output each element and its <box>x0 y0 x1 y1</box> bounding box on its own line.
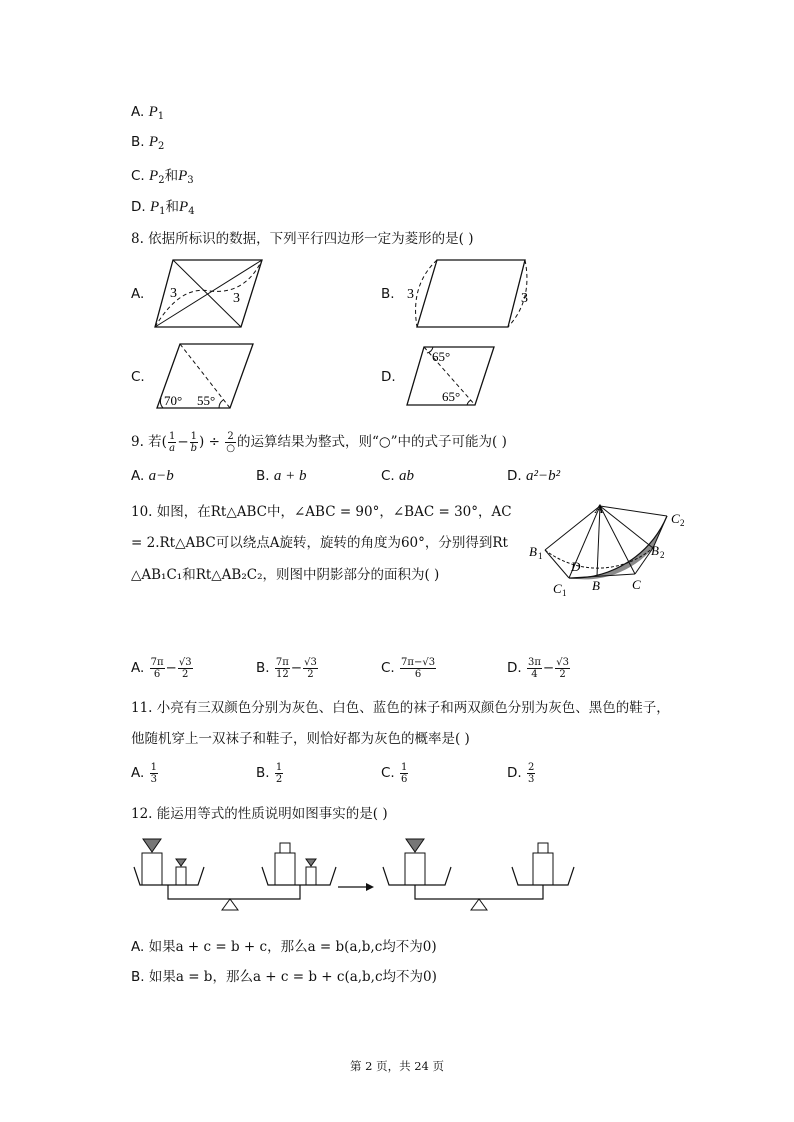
q11-line-1: 11. 小亮有三双颜色分别为灰色、白色、蓝色的袜子和两双颜色分别为灰色、黑色的鞋子， <box>131 700 670 716</box>
q10-line-3: △AB₁C₁和Rt△AB₂C₂，则图中阴影部分的面积为( ) <box>131 567 440 583</box>
q9-option-c: C. ab <box>381 468 415 484</box>
q7-option-d: D. $P_1$和$P_4$ <box>131 199 195 217</box>
q12-option-b: B. 如果a = b，那么a + c = b + c(a,b,c均不为0) <box>131 969 437 985</box>
q10-label-c1-sub: 1 <box>562 588 567 598</box>
q10-option-b: B. $\frac{7\pi}{12}$ − $\frac{√3}{2}$ <box>256 657 317 680</box>
q11-option-b: B. $\frac{1}{2}$ <box>256 762 283 785</box>
q8-figure-b <box>405 255 535 335</box>
q7-option-b: B. $P_2$ <box>131 134 165 152</box>
q11-option-d: D. $\frac{2}{3}$ <box>507 762 535 785</box>
q12-option-a: A. 如果a + c = b + c，那么a = b(a,b,c均不为0) <box>131 939 437 955</box>
q9-option-a: A. a−b <box>131 468 174 484</box>
q10-label-a: A <box>595 501 603 516</box>
q8a-left-length: 3 <box>170 286 177 301</box>
q10-figure <box>525 498 695 598</box>
q10-label-c1: C <box>553 581 562 596</box>
q11-option-c: C. $\frac{1}{6}$ <box>381 762 408 785</box>
q8c-angle-1: 70° <box>164 393 183 408</box>
q10-option-c: C. $\frac{7\pi-√3}{6}$ <box>381 657 436 680</box>
q9-option-d: D. a²−b² <box>507 468 561 484</box>
q10-option-a: A. $\frac{7\pi}{6}$ − $\frac{√3}{2}$ <box>131 657 192 680</box>
q9-stem: 9. 若( $\frac{1}{a}$ − $\frac{1}{b}$ ) ÷ $\frac{2}{○}$ 的运算结果为整式，则“○”中的式子可能为( ) <box>131 431 507 454</box>
q8-stem: 8. 依据所标识的数据，下列平行四边形一定为菱形的是( ) <box>131 231 474 247</box>
q12-balance-figure <box>130 835 580 915</box>
balance-right <box>383 839 574 910</box>
q10-label-d: D <box>571 559 581 574</box>
page-footer: 第 2 页，共 24 页 <box>349 1059 445 1073</box>
q8-figure-a <box>150 255 270 335</box>
q8b-right-length: 3 <box>521 291 528 306</box>
q8-label-b: B. <box>381 286 395 302</box>
q10-option-d: D. $\frac{3\pi}{4}$ − $\frac{√3}{2}$ <box>507 657 569 680</box>
q9-option-b: B. a + b <box>256 468 307 484</box>
q8a-right-length: 3 <box>233 291 240 306</box>
q8-figure-d <box>405 345 500 410</box>
q10-label-b: B <box>592 578 600 593</box>
q8-label-c: C. <box>131 369 145 385</box>
q7-option-a: A. $P_1$ <box>131 104 165 122</box>
q8-label-d: D. <box>381 369 396 385</box>
balance-left <box>134 839 336 910</box>
q11-option-a: A. $\frac{1}{3}$ <box>131 762 157 785</box>
q10-line-2: = 2.Rt△ABC可以绕点A旋转，旋转的角度为60°，分别得到Rt <box>131 535 508 551</box>
q8b-left-length: 3 <box>407 287 414 302</box>
q8c-angle-2: 55° <box>197 393 216 408</box>
q10-label-c2-sub: 2 <box>680 518 685 528</box>
q8d-angle-1: 65° <box>432 349 451 364</box>
q10-line-1: 10. 如图，在Rt△ABC中，∠ABC = 90°，∠BAC = 30°，AC <box>131 504 512 520</box>
q12-stem: 12. 能运用等式的性质说明如图事实的是( ) <box>131 806 388 822</box>
q10-label-b1-sub: 1 <box>538 551 543 561</box>
q10-label-c: C <box>632 577 641 592</box>
q10-label-b2-sub: 2 <box>660 550 665 560</box>
q10-label-b2: B <box>651 543 659 558</box>
q10-label-c2: C <box>671 511 680 526</box>
q8-label-a: A. <box>131 286 145 302</box>
q8d-angle-2: 65° <box>442 389 461 404</box>
q7-option-c: C. $P_2$和$P_3$ <box>131 168 194 186</box>
q11-line-2: 他随机穿上一双袜子和鞋子，则恰好都为灰色的概率是( ) <box>131 731 470 747</box>
q10-label-b1: B <box>529 544 537 559</box>
q8-figure-c <box>155 342 260 412</box>
